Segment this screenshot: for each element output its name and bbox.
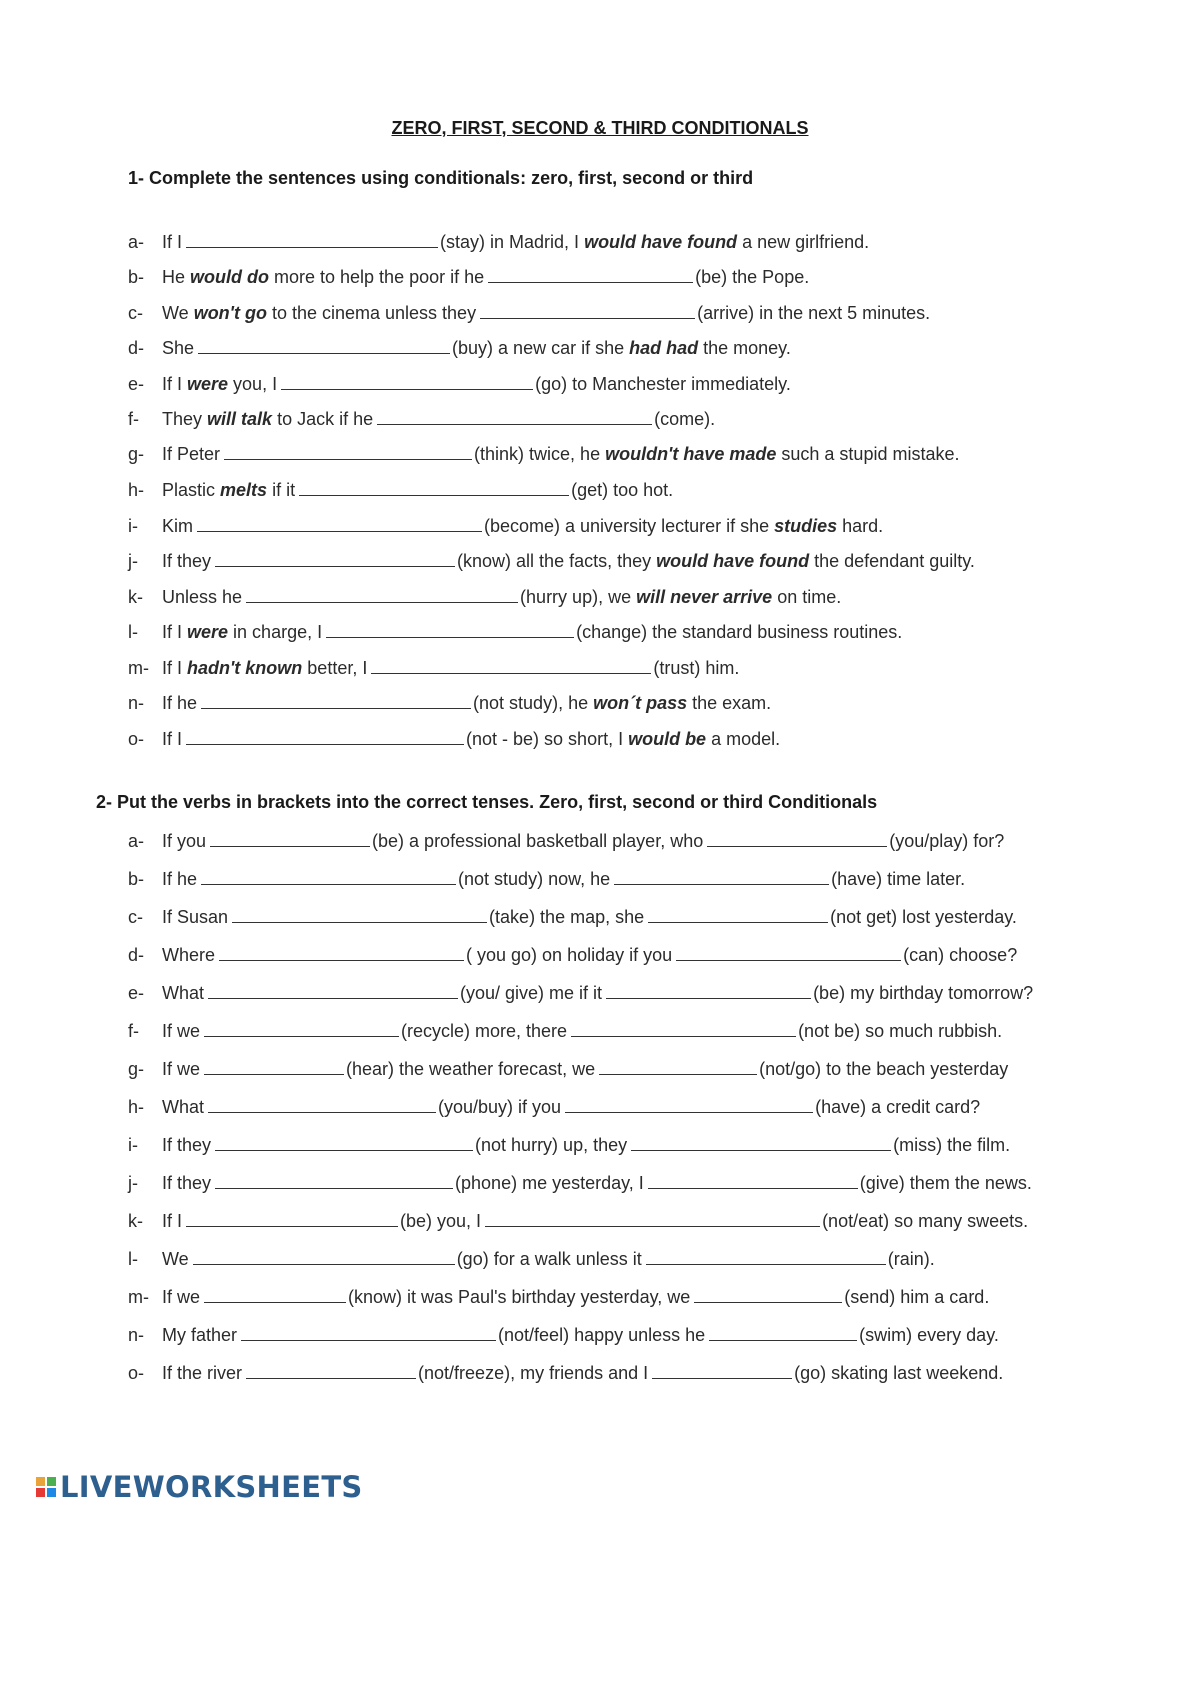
answer-blank[interactable] xyxy=(281,371,533,390)
item-text: (not - be) so short, I xyxy=(466,729,629,749)
item-letter: g- xyxy=(128,444,145,464)
item-text: (know) all the facts, they xyxy=(457,551,657,571)
item-letter: m- xyxy=(128,658,149,678)
item-letter: l- xyxy=(128,622,138,642)
answer-blank[interactable] xyxy=(197,513,482,532)
answer-blank[interactable] xyxy=(646,1246,886,1265)
list-item xyxy=(128,1018,1002,1042)
list-item xyxy=(128,548,975,572)
item-text: If we xyxy=(162,1021,201,1041)
item-emphasis: were xyxy=(187,622,229,642)
item-text: (trust) him. xyxy=(653,658,740,678)
list-item xyxy=(128,1094,980,1118)
answer-blank[interactable] xyxy=(198,335,450,354)
item-text: if it xyxy=(267,480,296,500)
item-text: (not/eat) so many sweets. xyxy=(822,1211,1029,1231)
item-letter: j- xyxy=(128,551,138,571)
answer-blank[interactable] xyxy=(210,828,370,847)
item-text: (not/feel) happy unless he xyxy=(498,1325,706,1345)
answer-blank[interactable] xyxy=(204,1284,346,1303)
item-text: (go) to Manchester immediately. xyxy=(535,374,791,394)
answer-blank[interactable] xyxy=(204,1056,344,1075)
item-text: If he xyxy=(162,869,198,889)
list-item xyxy=(128,335,791,359)
item-text: (can) choose? xyxy=(903,945,1018,965)
item-letter: k- xyxy=(128,1211,143,1231)
answer-blank[interactable] xyxy=(377,406,652,425)
item-text: better, I xyxy=(302,658,368,678)
item-text: (phone) me yesterday, I xyxy=(455,1173,644,1193)
item-emphasis: will never arrive xyxy=(636,587,773,607)
item-text: He xyxy=(162,267,191,287)
item-text: (get) too hot. xyxy=(571,480,674,500)
answer-blank[interactable] xyxy=(371,655,651,674)
item-text: (go) skating last weekend. xyxy=(794,1363,1004,1383)
list-item xyxy=(128,1322,999,1346)
item-letter: c- xyxy=(128,907,143,927)
answer-blank[interactable] xyxy=(232,904,487,923)
item-text: the defendant guilty. xyxy=(809,551,975,571)
item-letter: i- xyxy=(128,516,138,536)
item-letter: l- xyxy=(128,1249,138,1269)
item-letter: a- xyxy=(128,831,145,851)
item-text: If I xyxy=(162,1211,183,1231)
item-text: to the cinema unless they xyxy=(266,303,477,323)
item-emphasis: would have found xyxy=(656,551,810,571)
item-text: If I xyxy=(162,622,188,642)
item-text: If they xyxy=(162,551,212,571)
item-text: (be) the Pope. xyxy=(695,267,810,287)
answer-blank[interactable] xyxy=(204,1018,399,1037)
answer-blank[interactable] xyxy=(186,1208,398,1227)
item-emphasis: would have found xyxy=(584,232,738,252)
list-item xyxy=(128,904,1017,928)
item-text: (know) it was Paul's birthday yesterday, we xyxy=(348,1287,691,1307)
list-item xyxy=(128,441,959,465)
item-emphasis: studies xyxy=(774,516,838,536)
answer-blank[interactable] xyxy=(694,1284,842,1303)
item-text: (stay) in Madrid, I xyxy=(440,232,585,252)
answer-blank[interactable] xyxy=(215,1170,453,1189)
list-item xyxy=(128,406,715,430)
answer-blank[interactable] xyxy=(193,1246,455,1265)
list-item xyxy=(128,371,791,395)
item-text: Kim xyxy=(162,516,193,536)
answer-blank[interactable] xyxy=(326,619,574,638)
item-text: (give) them the news. xyxy=(859,1173,1032,1193)
list-item xyxy=(128,655,739,679)
item-letter: g- xyxy=(128,1059,145,1079)
answer-blank[interactable] xyxy=(208,980,458,999)
exercise-1-instruction: 1- Complete the sentences using conditionals: zero, first, second or third xyxy=(128,168,754,188)
answer-blank[interactable] xyxy=(485,1208,820,1227)
item-text: What xyxy=(162,983,205,1003)
answer-blank[interactable] xyxy=(215,548,455,567)
item-text: (not be) so much rubbish. xyxy=(798,1021,1003,1041)
item-letter: d- xyxy=(128,338,145,358)
list-item xyxy=(128,229,869,253)
item-text: (change) the standard business routines. xyxy=(576,622,903,642)
item-text: If I xyxy=(162,374,188,394)
item-letter: m- xyxy=(128,1287,149,1307)
answer-blank[interactable] xyxy=(219,942,464,961)
answer-blank[interactable] xyxy=(215,1132,473,1151)
item-letter: f- xyxy=(128,1021,139,1041)
list-item xyxy=(128,1056,1008,1080)
list-item xyxy=(128,1360,1003,1384)
answer-blank[interactable] xyxy=(186,726,464,745)
list-item xyxy=(128,1246,935,1270)
item-text: (recycle) more, there xyxy=(401,1021,568,1041)
item-text: (swim) every day. xyxy=(859,1325,999,1345)
list-item xyxy=(128,866,965,890)
answer-blank[interactable] xyxy=(707,828,887,847)
item-text: (hurry up), we xyxy=(520,587,637,607)
item-text: If I xyxy=(162,232,183,252)
answer-blank[interactable] xyxy=(631,1132,891,1151)
item-text: (rain). xyxy=(887,1249,935,1269)
answer-blank[interactable] xyxy=(599,1056,757,1075)
answer-blank[interactable] xyxy=(224,441,472,460)
item-text: a new girlfriend. xyxy=(737,232,870,252)
item-text: a model. xyxy=(706,729,781,749)
item-text: She xyxy=(162,338,195,358)
item-letter: f- xyxy=(128,409,139,429)
item-text: the money. xyxy=(698,338,791,358)
answer-blank[interactable] xyxy=(201,866,456,885)
item-letter: h- xyxy=(128,1097,145,1117)
list-item xyxy=(128,513,883,537)
item-text: If I xyxy=(162,729,183,749)
item-letter: b- xyxy=(128,267,145,287)
list-item xyxy=(128,584,841,608)
answer-blank[interactable] xyxy=(246,584,518,603)
item-text: the exam. xyxy=(687,693,772,713)
item-text: (not study), he xyxy=(473,693,594,713)
answer-blank[interactable] xyxy=(606,980,811,999)
item-text: hard. xyxy=(837,516,884,536)
item-letter: d- xyxy=(128,945,145,965)
item-letter: c- xyxy=(128,303,143,323)
item-text: more to help the poor if he xyxy=(269,267,485,287)
item-emphasis: were xyxy=(187,374,229,394)
item-text: If Peter xyxy=(162,444,221,464)
item-emphasis: hadn't known xyxy=(187,658,303,678)
item-emphasis: melts xyxy=(220,480,268,500)
answer-blank[interactable] xyxy=(201,690,471,709)
item-text: If we xyxy=(162,1287,201,1307)
logo-grid-icon xyxy=(36,1477,56,1497)
answer-blank[interactable] xyxy=(652,1360,792,1379)
item-letter: h- xyxy=(128,480,145,500)
item-letter: o- xyxy=(128,729,145,749)
item-text: ( you go) on holiday if you xyxy=(466,945,673,965)
list-item xyxy=(128,828,1004,852)
item-text: We xyxy=(162,303,194,323)
item-text: (be) you, I xyxy=(400,1211,482,1231)
item-letter: n- xyxy=(128,1325,145,1345)
item-text: (send) him a card. xyxy=(844,1287,990,1307)
item-text: (have) a credit card? xyxy=(815,1097,981,1117)
item-text: (not hurry) up, they xyxy=(475,1135,628,1155)
item-text: you, I xyxy=(228,374,278,394)
list-item xyxy=(128,1170,1032,1194)
item-text: My father xyxy=(162,1325,238,1345)
item-text: (take) the map, she xyxy=(489,907,645,927)
item-text: They xyxy=(162,409,208,429)
item-letter: j- xyxy=(128,1173,138,1193)
item-letter: o- xyxy=(128,1363,145,1383)
item-letter: i- xyxy=(128,1135,138,1155)
item-text: If I xyxy=(162,658,188,678)
answer-blank[interactable] xyxy=(480,300,695,319)
item-text: If they xyxy=(162,1135,212,1155)
exercise-2-instruction: 2- Put the verbs in brackets into the correct tenses. Zero, first, second or third Conditionals xyxy=(96,792,878,812)
answer-blank[interactable] xyxy=(186,229,438,248)
item-text: We xyxy=(162,1249,189,1269)
answer-blank[interactable] xyxy=(709,1322,857,1341)
list-item xyxy=(128,619,902,643)
list-item xyxy=(128,1208,1028,1232)
item-text: (become) a university lecturer if she xyxy=(484,516,775,536)
list-item xyxy=(128,690,771,714)
logo-text: LIVEWORKSHEETS xyxy=(60,1470,363,1504)
answer-blank[interactable] xyxy=(648,1170,858,1189)
item-letter: a- xyxy=(128,232,145,252)
item-text: If they xyxy=(162,1173,212,1193)
item-text: such a stupid mistake. xyxy=(776,444,960,464)
item-emphasis: had had xyxy=(629,338,699,358)
item-letter: e- xyxy=(128,374,145,394)
list-item xyxy=(128,1132,1010,1156)
list-item xyxy=(128,980,1033,1004)
list-item xyxy=(128,264,809,288)
item-letter: b- xyxy=(128,869,145,889)
answer-blank[interactable] xyxy=(246,1360,416,1379)
item-text: If you xyxy=(162,831,207,851)
item-letter: e- xyxy=(128,983,145,1003)
answer-blank[interactable] xyxy=(648,904,828,923)
item-text: (have) time later. xyxy=(831,869,966,889)
item-text: What xyxy=(162,1097,205,1117)
item-emphasis: would do xyxy=(190,267,269,287)
page-title: ZERO, FIRST, SECOND & THIRD CONDITIONALS xyxy=(391,118,809,138)
item-text: If we xyxy=(162,1059,201,1079)
item-emphasis: would be xyxy=(628,729,707,749)
liveworksheets-logo xyxy=(36,1470,363,1504)
answer-blank[interactable] xyxy=(676,942,901,961)
item-text: (you/buy) if you xyxy=(438,1097,562,1117)
item-letter: n- xyxy=(128,693,145,713)
item-text: (you/ give) me if it xyxy=(460,983,603,1003)
item-emphasis: will talk xyxy=(207,409,273,429)
item-text: (not get) lost yesterday. xyxy=(830,907,1017,927)
item-emphasis: wouldn't have made xyxy=(605,444,777,464)
list-item xyxy=(128,300,930,324)
item-text: (not study) now, he xyxy=(458,869,611,889)
item-text: (go) for a walk unless it xyxy=(456,1249,642,1269)
item-text: If he xyxy=(162,693,198,713)
item-text: (buy) a new car if she xyxy=(452,338,630,358)
item-text: (you/play) for? xyxy=(889,831,1005,851)
item-emphasis: won't go xyxy=(193,303,267,323)
item-text: (come). xyxy=(654,409,716,429)
item-text: (hear) the weather forecast, we xyxy=(346,1059,596,1079)
answer-blank[interactable] xyxy=(241,1322,496,1341)
answer-blank[interactable] xyxy=(614,866,829,885)
item-text: If Susan xyxy=(162,907,229,927)
answer-blank[interactable] xyxy=(565,1094,813,1113)
list-item xyxy=(128,726,780,750)
item-text: (think) twice, he xyxy=(474,444,606,464)
item-text: Plastic xyxy=(162,480,221,500)
item-text: (not/go) to the beach yesterday xyxy=(759,1059,1009,1079)
answer-blank[interactable] xyxy=(488,264,693,283)
list-item xyxy=(128,1284,989,1308)
item-text: (be) my birthday tomorrow? xyxy=(813,983,1034,1003)
list-item xyxy=(128,477,673,501)
answer-blank[interactable] xyxy=(208,1094,436,1113)
item-letter: k- xyxy=(128,587,143,607)
item-text: (arrive) in the next 5 minutes. xyxy=(697,303,931,323)
answer-blank[interactable] xyxy=(299,477,569,496)
item-text: Where xyxy=(162,945,216,965)
list-item xyxy=(128,942,1017,966)
item-emphasis: won´t pass xyxy=(593,693,688,713)
item-text: to Jack if he xyxy=(272,409,374,429)
item-text: If the river xyxy=(162,1363,243,1383)
item-text: Unless he xyxy=(162,587,243,607)
item-text: (not/freeze), my friends and I xyxy=(418,1363,649,1383)
item-text: on time. xyxy=(772,587,842,607)
item-text: (miss) the film. xyxy=(893,1135,1011,1155)
item-text: (be) a professional basketball player, who xyxy=(372,831,704,851)
answer-blank[interactable] xyxy=(571,1018,796,1037)
item-text: in charge, I xyxy=(228,622,323,642)
